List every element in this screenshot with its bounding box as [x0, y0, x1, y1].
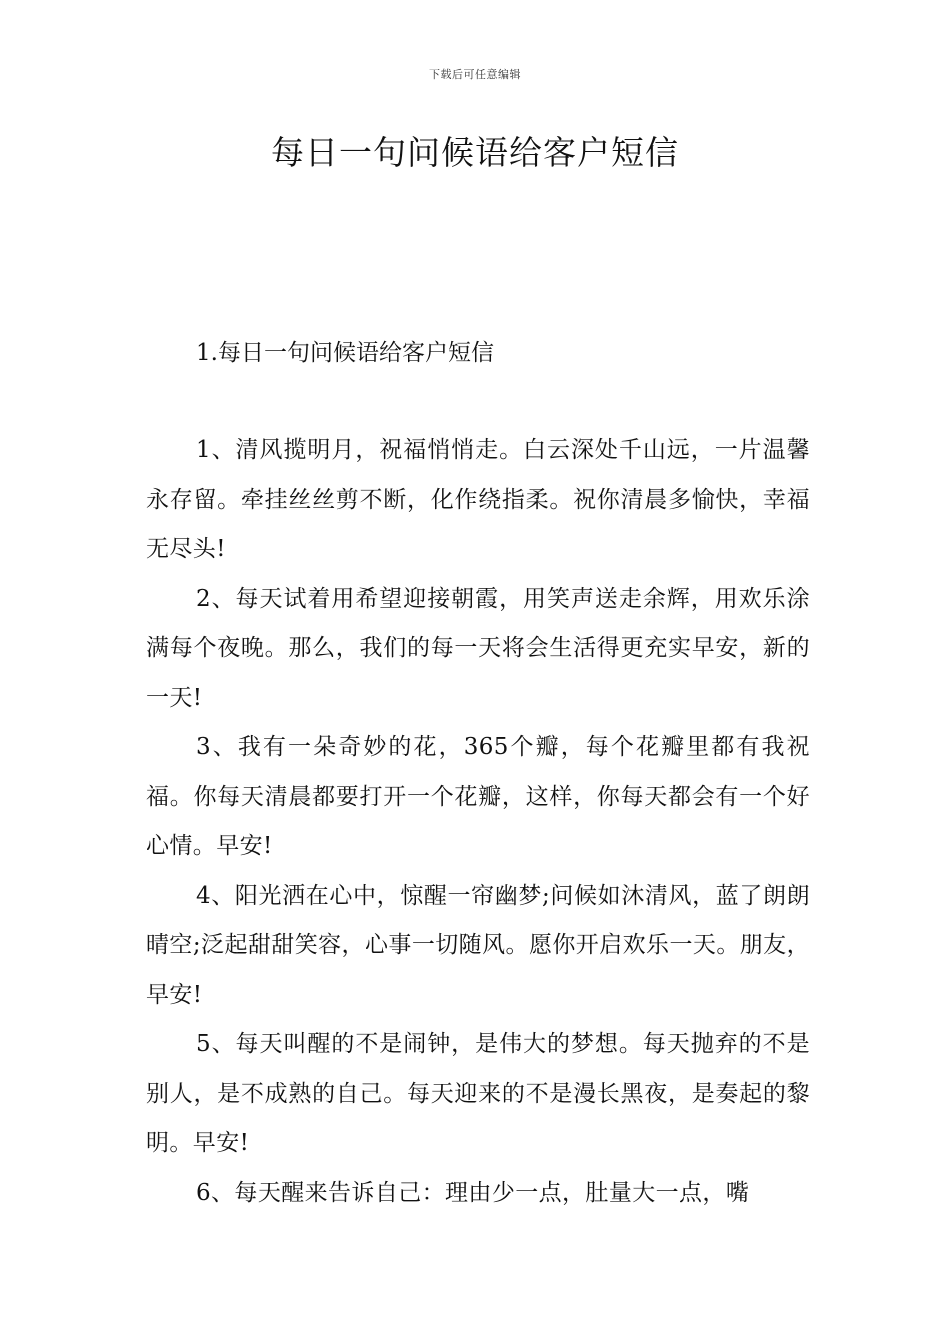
- document-title: 每日一句问候语给客户短信: [271, 133, 679, 172]
- body-text: [146, 426, 810, 1218]
- paragraph-1: 1、清风揽明月，祝福悄悄走。白云深处千山远，一片温馨永存留。牵挂丝丝剪不断，化作绕指柔。祝你清晨多愉快，幸福无尽头!: [146, 437, 810, 562]
- header-note: 下载后可任意编辑: [429, 68, 521, 81]
- paragraph-3: 3、我有一朵奇妙的花，365个瓣，每个花瓣里都有我祝福。你每天清晨都要打开一个花瓣，这样，你每天都会有一个好心情。早安!: [146, 734, 810, 859]
- paragraph-5: 5、每天叫醒的不是闹钟，是伟大的梦想。每天抛弃的不是别人，是不成熟的自己。每天迎来的不是漫长黑夜，是奏起的黎明。早安!: [146, 1031, 810, 1156]
- paragraph-4: 4、阳光洒在心中，惊醒一帘幽梦;问候如沐清风，蓝了朗朗晴空;泛起甜甜笑容，心事一切随风。愿你开启欢乐一天。朋友，早安!: [146, 882, 810, 1008]
- paragraph-6: 6、每天醒来告诉自己：理由少一点，肚量大一点，嘴: [196, 1179, 750, 1206]
- paragraph-2: 2、每天试着用希望迎接朝霞，用笑声送走余辉，用欢乐涂满每个夜晚。那么，我们的每一天将会生活得更充实早安，新的一天!: [146, 585, 810, 711]
- section-heading: 1.每日一句问候语给客户短信: [196, 340, 494, 366]
